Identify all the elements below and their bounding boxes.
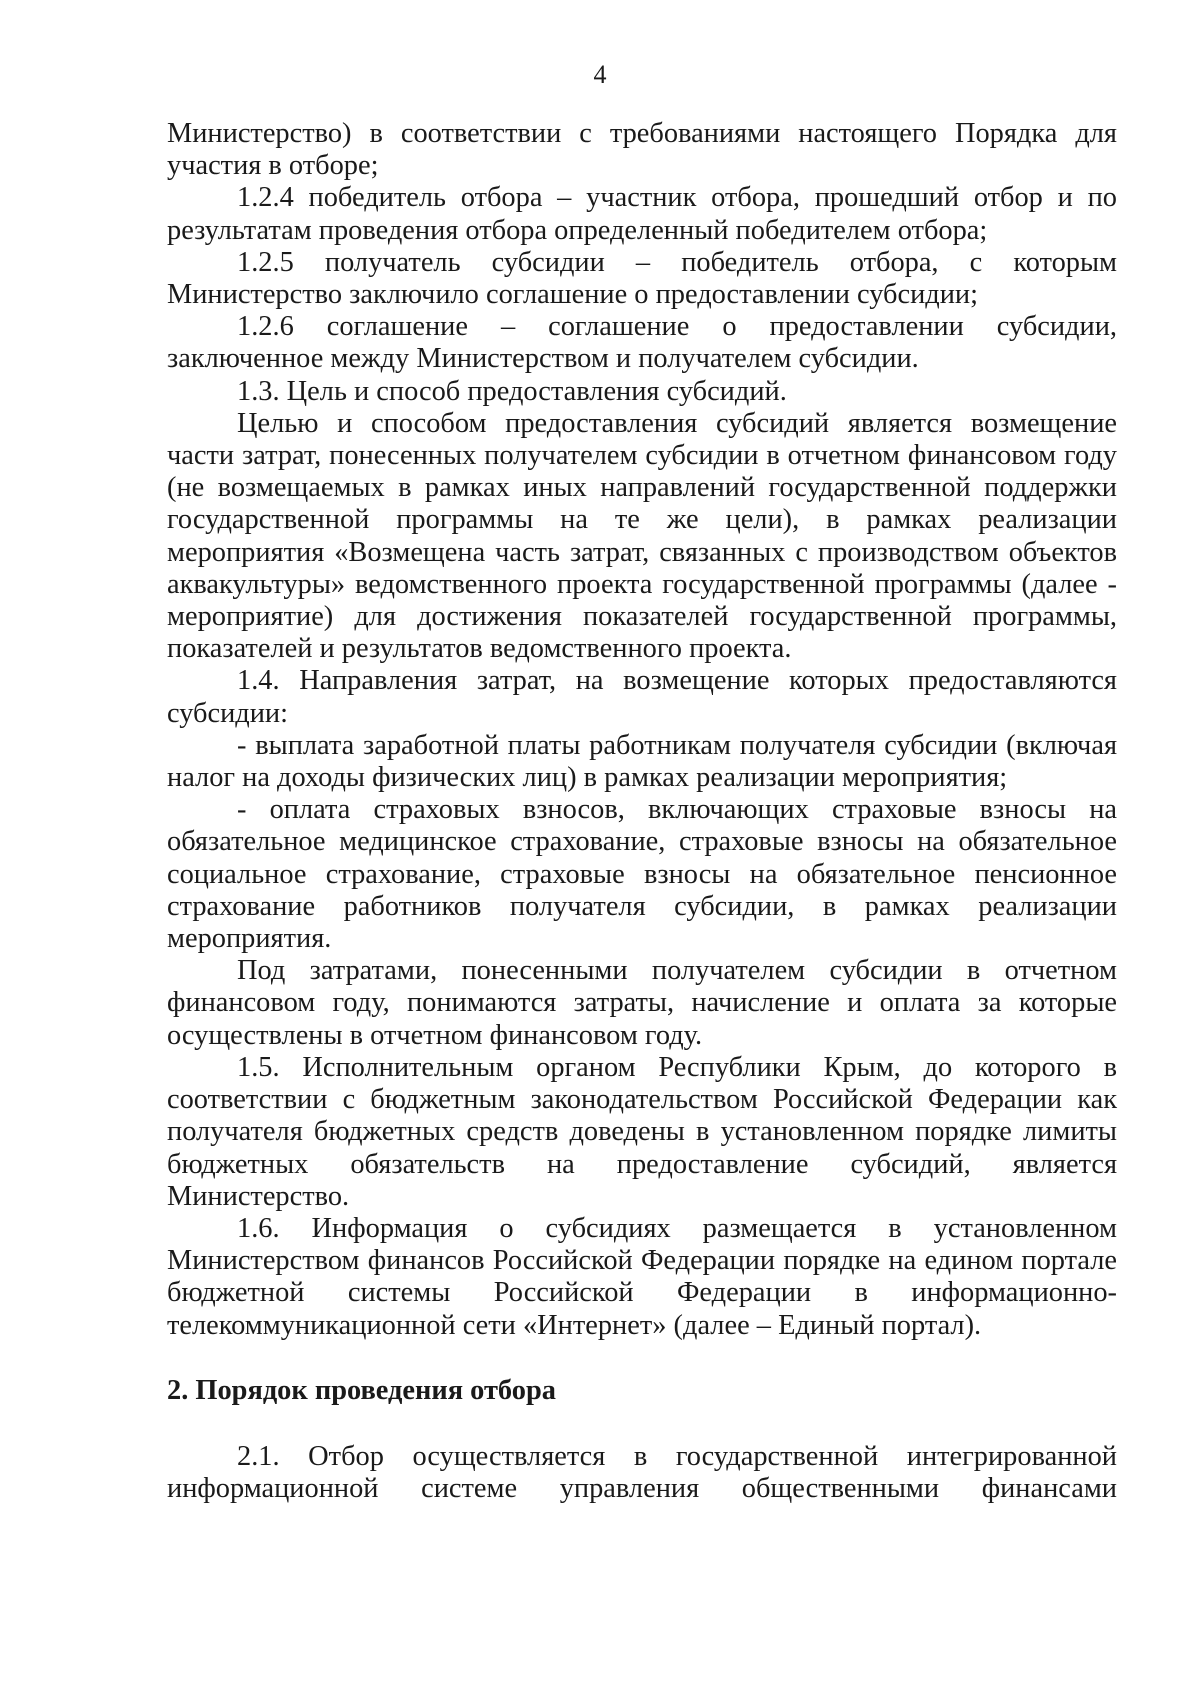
paragraph: 1.5. Исполнительным органом Республики Крым, до которого в соответствии с бюджетным законодательством Российской Федерации как получателя бюджетных средств доведены в установленном порядке лимиты бюджетных обязательств на предоставление субсидий, является Министерство.: [167, 1051, 1117, 1212]
paragraph: 1.6. Информация о субсидиях размещается в установленном Министерством финансов Российской Федерации порядке на едином портале бюджетной системы Российской Федерации в информационно-телекоммуникационной сети «Интернет» (далее – Единый портал).: [167, 1212, 1117, 1341]
paragraph: Министерство) в соответствии с требованиями настоящего Порядка для участия в отборе;: [167, 118, 1117, 182]
paragraph: 1.4. Направления затрат, на возмещение которых предоставляются субсидии:: [167, 665, 1117, 729]
paragraph: 1.2.6 соглашение – соглашение о предоставлении субсидии, заключенное между Министерством и получателем субсидии.: [167, 311, 1117, 375]
paragraph: 1.2.5 получатель субсидии – победитель отбора, с которым Министерство заключило соглашение о предоставлении субсидии;: [167, 246, 1117, 311]
paragraph: 1.3. Цель и способ предоставления субсидий.: [237, 375, 787, 407]
document-body: [167, 118, 1117, 1505]
paragraph: 1.2.4 победитель отбора – участник отбора, прошедший отбор и по результатам проведения отбора определенный победителем отбора;: [167, 182, 1117, 246]
paragraph: - оплата страховых взносов, включающих страховые взносы на обязательное медицинское страхование, страховые взносы на обязательное социальное страхование, страховые взносы на обязательное пенсионное страхование работников получателя субсидии, в рамках реализации мероприятия.: [167, 794, 1117, 955]
paragraph: Под затратами, понесенными получателем субсидии в отчетном финансовом году, понимаются затраты, начисление и оплата за которые осуществлены в отчетном финансовом году.: [167, 955, 1117, 1051]
paragraph: Целью и способом предоставления субсидий является возмещение части затрат, понесенных получателем субсидии в отчетном финансовом году (не возмещаемых в рамках иных направлений государственной поддержки государственной программы на те же цели), в рамках реализации мероприятия «Возмещена часть затрат, связанных с производством объектов аквакультуры» ведомственного проекта государственной программы (далее - мероприятие) для достижения показателей государственной программы, показателей и результатов ведомственного проекта.: [167, 407, 1117, 665]
page-number: 4: [593, 60, 607, 89]
paragraph: - выплата заработной платы работникам получателя субсидии (включая налог на доходы физических лиц) в рамках реализации мероприятия;: [167, 729, 1117, 794]
section-heading: 2. Порядок проведения отбора: [167, 1374, 556, 1406]
paragraph: 2.1. Отбор осуществляется в государственной интегрированной информационной системе управления общественными финансами: [167, 1440, 1117, 1505]
